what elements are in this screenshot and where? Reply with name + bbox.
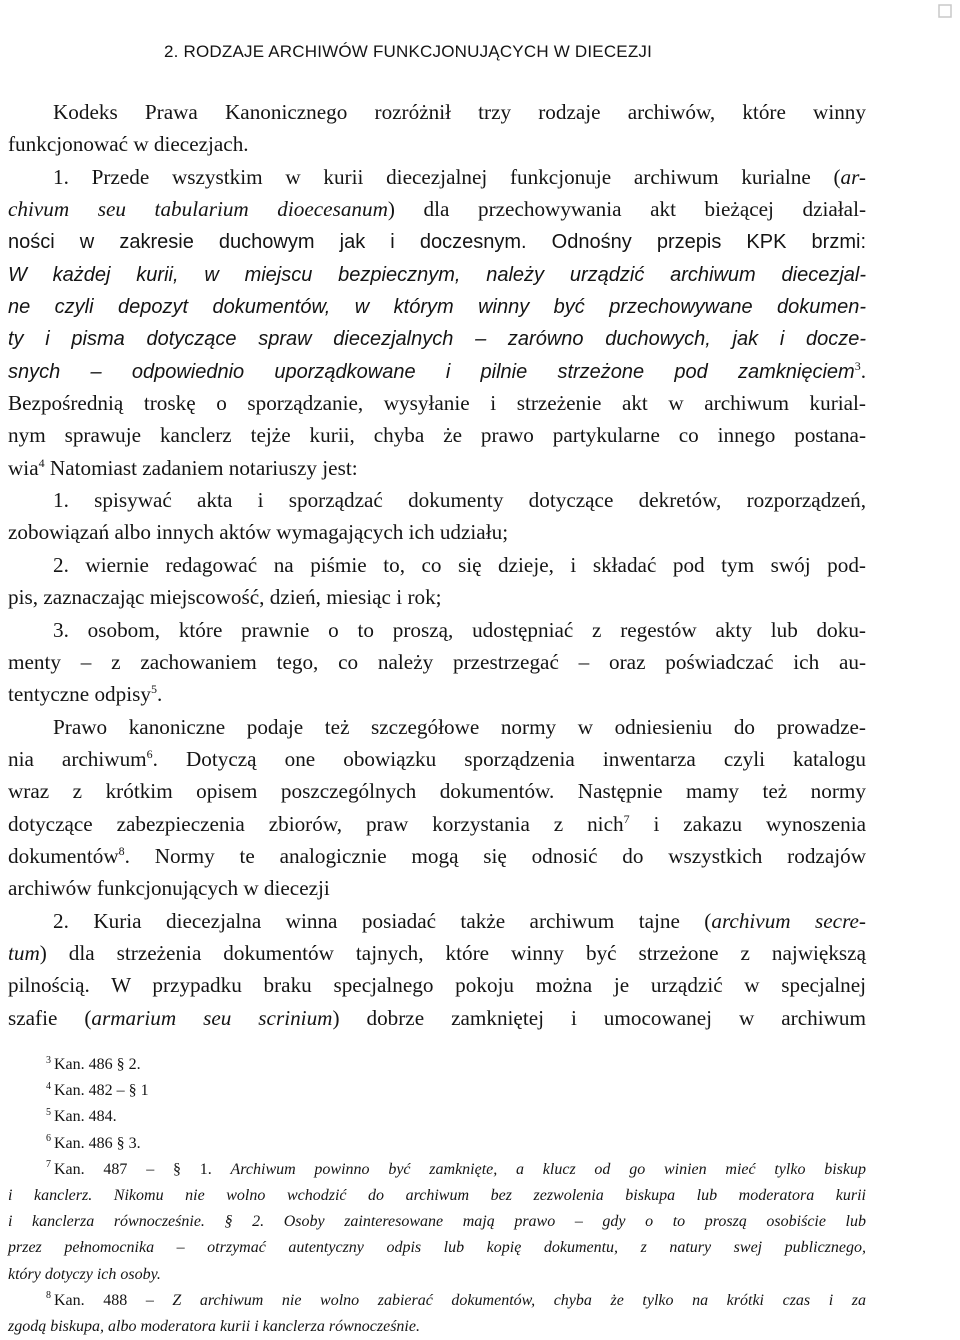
text-line: wraz z krótkim opisem poszczególnych dokumentów. Następnie mamy też normy [8,779,866,804]
list-item: 2. wiernie redagować na piśmie to, co się dzieje, i składać pod tym swój pod- [53,552,866,577]
footnotes [8,1052,866,1340]
footnote-5: $^5$ Kan. 484. [46,1107,117,1126]
text-line: 1. Przede wszystkim w kurii diecezjalnej funkcjonuje archiwum kurialne (ar- [53,164,866,189]
text-line: dotyczące zabezpieczenia zbiorów, praw korzystania z nich$^7$ i zakazu wynoszenia [8,811,866,836]
text-line: nia archiwum$^6$. Dotyczą one obowiązku sporządzenia inwentarza czyli katalogu [8,746,866,771]
text-line: pilnością. W przypadku braku specjalnego pokoju można je urządzić w specjalnej [8,973,866,998]
list-item: 1. spisywać akta i sporządzać dokumenty dotyczące dekretów, rozporządzeń, [53,488,866,513]
text-line: funkcjonować w diecezjach. [8,132,249,157]
text-line: snych – odpowiednio uporządkowane i pilnie strzeżone pod zamknięciem$^3$. [8,358,866,383]
text-line: ty i pisma dotyczące spraw diecezjalnych – zarówno duchowych, jak i docze- [8,328,866,351]
text-line: Bezpośrednią troskę o sporządzanie, wysyłanie i strzeżenie akt w archiwum kurial- [8,391,866,416]
text-line: W każdej kurii, w miejscu bezpiecznym, należy urządzić archiwum diecezjal- [8,263,866,286]
footnote-6: $^6$ Kan. 486 § 3. [46,1133,141,1152]
footnote-8: $^8$ Kan. 488 – Z archiwum nie wolno zabierać dokumentów, chyba że tylko na krótki czas i za [46,1290,866,1309]
text-line: nym sprawuje kanclerz tejże kurii, chyba że prawo partykularne co innego postana- [8,423,866,448]
text-line: pis, zaznaczając miejscowość, dzień, miesiąc i rok; [8,585,442,610]
text-line: ności w zakresie duchowym jak i doczesnym. Odnośny przepis KPK brzmi: [8,231,866,254]
text-line: menty – z zachowaniem tego, co należy przestrzegać – oraz poświadczać ich au- [8,649,866,674]
footnote-line: zgodą biskupa, albo moderatora kurii i kanclerza równocześnie. [8,1317,420,1335]
text-line: ne czyli depozyt dokumentów, w którym winny być przechowywane dokumen- [8,296,866,319]
footnote-line: i kanclerza równocześnie. § 2. Osoby zainteresowane mają prawo – gdy o to proszą osobiście lub [8,1213,866,1231]
text-line: chivum seu tabularium dioecesanum) dla przechowywania akt bieżącej działal- [8,197,867,222]
text-line: Kodeks Prawa Kanonicznego rozróżnił trzy rodzaje archiwów, które winny [53,100,866,124]
text-line: 2. Kuria diecezjalna winna posiadać także archiwum tajne (archivum secre- [53,908,866,933]
text-line: zobowiązań albo innych aktów wymagających ich udziału; [8,520,509,545]
corner-mark-icon [938,4,952,18]
text-line: dokumentów$^8$. Normy te analogicznie mogą się odnosić do wszystkich rodzajów [8,843,866,868]
footnote-line: i kanclerz. Nikomu nie wolno wchodzić do archiwum bez zezwolenia biskupa lub moderatora kurii [8,1186,866,1204]
footnote-line: który dotyczy ich osoby. [8,1265,161,1283]
section-heading: 2. RODZAJE ARCHIWÓW FUNKCJONUJĄCYCH W DIECEZJI [164,42,653,61]
footnote-line: przez pełnomocnika – otrzymać autentyczny odpis lub kopię dokumentu, z natury swej publicznego, [8,1239,866,1257]
text-line: Prawo kanoniczne podaje też szczegółowe normy w odniesieniu do prowadze- [53,714,866,739]
footnote-7: $^7$ Kan. 487 – § 1. Archiwum powinno być zamknięte, a klucz od go winien mieć tylko biskup [46,1159,866,1178]
text-line: wia$^4$ Natomiast zadaniem notariuszy jest: [8,455,358,480]
text-line: tum) dla strzeżenia dokumentów tajnych, które winny być strzeżone z największą [8,940,866,965]
text-line: szafie (armarium seu scrinium) dobrze zamkniętej i umocowanej w archiwum [8,1005,866,1030]
footnote-3: $^3$ Kan. 486 § 2. [46,1054,141,1073]
footnote-4: $^4$ Kan. 482 – § 1 [46,1080,149,1100]
body-text [8,96,866,1034]
text-line: tentyczne odpisy$^5$. [8,682,163,707]
text-line: archiwów funkcjonujących w diecezji [8,876,330,901]
list-item: 3. osobom, które prawnie o to proszą, udostępniać z regestów akty lub doku- [53,617,866,642]
